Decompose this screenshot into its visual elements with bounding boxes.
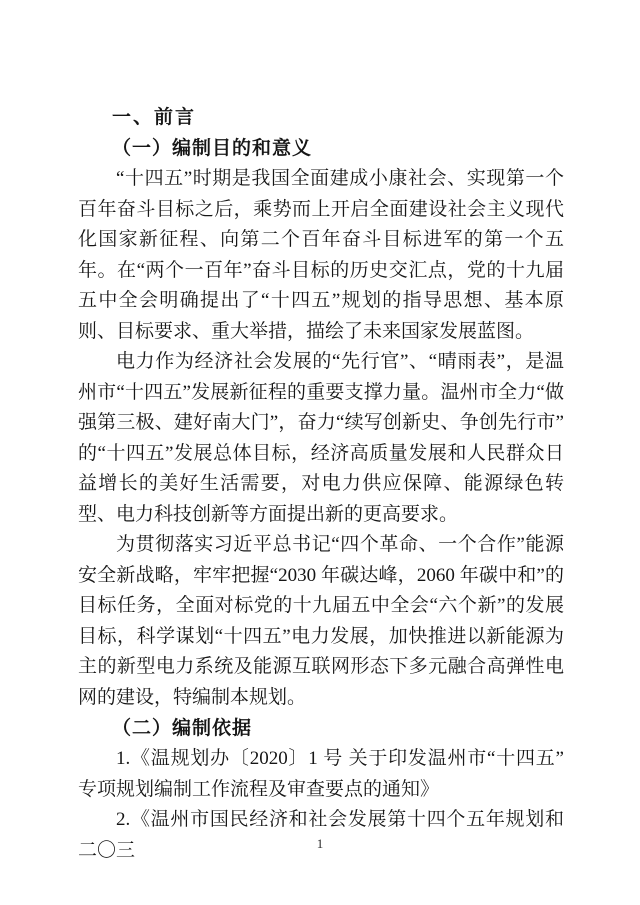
- paragraph-five-year-period: “十四五”时期是我国全面建成小康社会、实现第一个百年奋斗目标之后，乘势而上开启全面建设社会主义现代化国家新征程、向第二个百年奋斗目标进军的第一个五年。在“两个一百年”奋斗目标的历史交汇点，党的十九届五中全会明确提出了“十四五”规划的指导思想、基本原则、目标要求、重大举措，描绘了未来国家发展蓝图。: [78, 168, 564, 342]
- document-content: [78, 102, 564, 866]
- reference-item-1: 1.《温规划办〔2020〕1 号 关于印发温州市“十四五”专项规划编制工作流程及审查要点的通知》: [78, 748, 564, 800]
- page-number: 1: [316, 836, 324, 851]
- paragraph-carbon-goals: 为贯彻落实习近平总书记“四个革命、一个合作”能源安全新战略，牢牢把握“2030 年碳达峰，2060 年碳中和”的目标任务，全面对标党的十九届五中全会“六个新”的发展目标，科学谋划“十四五”电力发展，加快推进以新能源为主的新型电力系统及能源互联网形态下多元融合高弹性电网的建设，特编制本规划。: [78, 534, 564, 708]
- reference-item-2: 2.《温州市国民经济和社会发展第十四个五年规划和二〇三: [78, 809, 564, 861]
- section-heading-preface: 一、前言: [112, 107, 197, 128]
- subsection-heading-basis: （二）编制依据: [112, 718, 253, 739]
- subsection-heading-purpose: （一）编制目的和意义: [112, 138, 313, 159]
- paragraph-electric-power-role: 电力作为经济社会发展的“先行官”、“晴雨表”，是温州市“十四五”发展新征程的重要支撑力量。温州市全力“做强第三极、建好南大门”，奋力“续写创新史、争创先行市”的“十四五”发展总体目标，经济高质量发展和人民群众日益增长的美好生活需要，对电力供应保障、能源绿色转型、电力科技创新等方面提出新的更高要求。: [78, 351, 564, 525]
